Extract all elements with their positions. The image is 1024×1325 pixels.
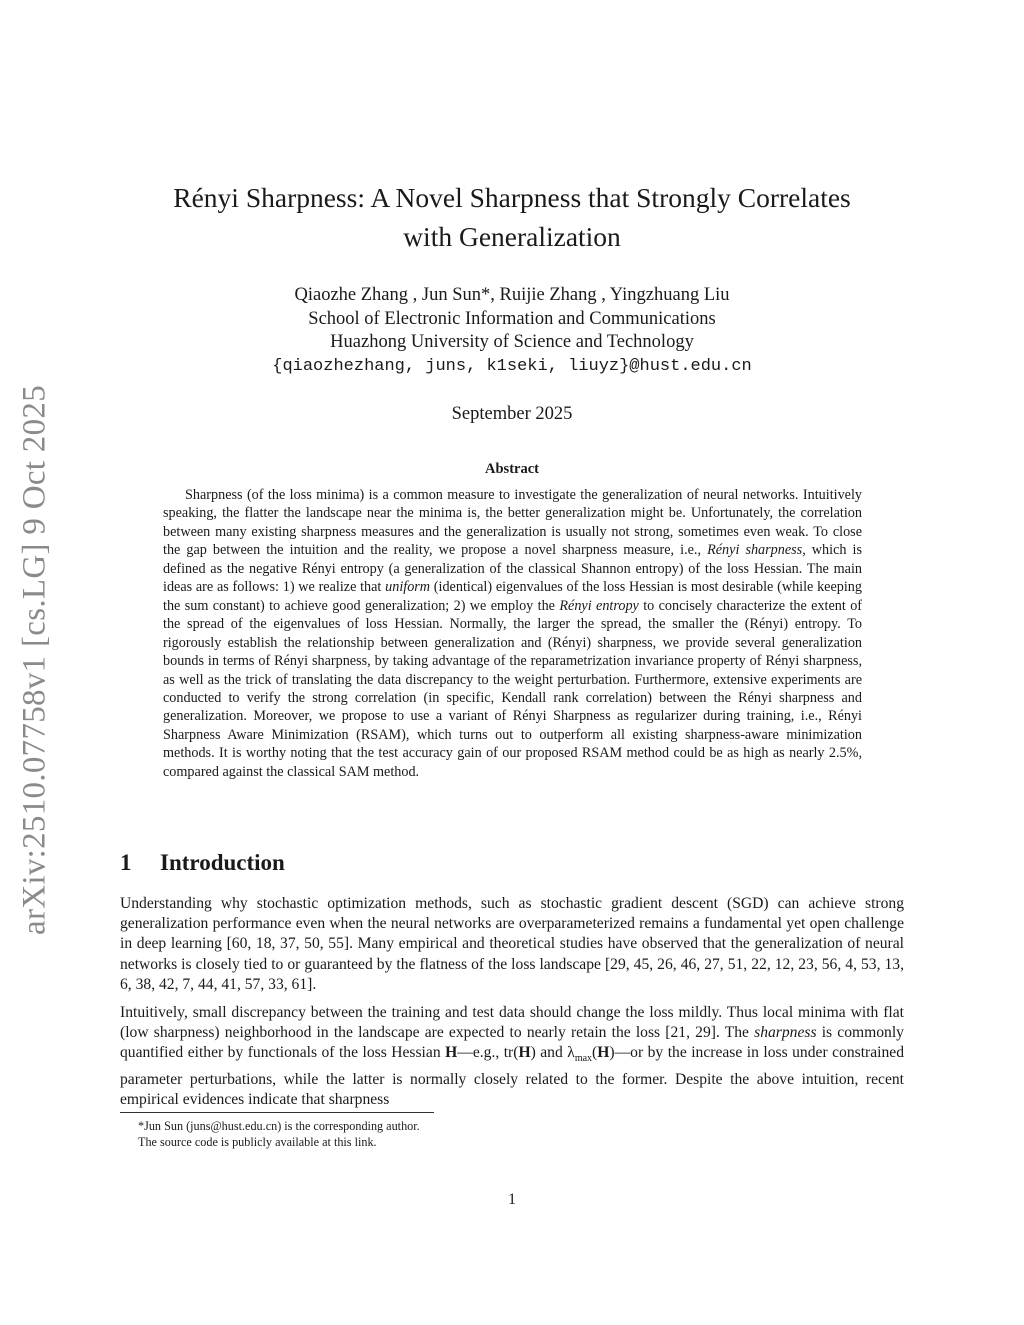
text-run: )—or by the increase in loss under constrained parameter perturbations, while the latter is normally closely related to the former. Despite the above intuition, recent empirical evidences indicate that sharpness bbox=[120, 1044, 904, 1108]
section-heading bbox=[120, 850, 285, 876]
affiliation-university: Huazhong University of Science and Technology bbox=[330, 332, 694, 352]
title-line-1: Rényi Sharpness: A Novel Sharpness that Strongly Correlates bbox=[173, 182, 851, 213]
hessian-symbol: H bbox=[518, 1044, 531, 1062]
abstract-emphasis: Rényi sharpness bbox=[707, 542, 803, 559]
affiliation-school: School of Electronic Information and Communications bbox=[308, 308, 716, 329]
text-run: ( bbox=[592, 1044, 598, 1062]
title-line-2: with Generalization bbox=[403, 221, 621, 252]
author-block bbox=[120, 284, 904, 378]
publication-date: September 2025 bbox=[451, 404, 573, 424]
abstract-emphasis: Rényi entropy bbox=[559, 597, 639, 614]
section-title: Introduction bbox=[160, 850, 285, 875]
text-run: —e.g., tr( bbox=[457, 1044, 519, 1062]
section-body bbox=[120, 894, 904, 1118]
text-run: Intuitively, small discrepancy between the training and test data should change the loss mildly. Thus local minima with flat (low sharpness) neighborhood in the landscape are expected to nearly retain the loss [21, 29]. The bbox=[120, 1004, 904, 1042]
abstract-emphasis: uniform bbox=[385, 579, 431, 596]
abstract-part: , which is defined as the negative Rényi entropy (a generalization of the classical Shannon entropy) of the loss Hessian. The main ideas are as follows: 1) we realize that bbox=[163, 542, 862, 596]
paper-title bbox=[100, 178, 924, 256]
section-number: 1 bbox=[120, 850, 132, 875]
abstract-part: (identical) eigenvalues of the loss Hessian is most desirable (while keeping the sum constant) to achieve good generalization; 2) we employ the bbox=[163, 579, 862, 614]
text-run: ) and λ bbox=[530, 1044, 575, 1062]
hessian-symbol: H bbox=[445, 1044, 458, 1062]
subscript: max bbox=[574, 1053, 593, 1065]
abstract-part: to concisely characterize the extent of the spread of the eigenvalues of loss Hessian. Normally, the larger the spread, the smaller the (Rényi) entropy. To rigorously establish the relationship between generalization and (Rényi) sharpness, we provide several generalization bounds in terms of Rényi sharpness, by taking advantage of the reparametrization invariance property of Rényi sharpness, as well as the trick of translating the data discrepancy to the weight perturbation. Furthermore, extensive experiments are conducted to verify the strong correlation (in specific, Kendall rank correlation) between the Rényi sharpness and generalization. Moreover, we propose to use a variant of Rényi Sharpness as regularizer during training, i.e., Rényi Sharpness Aware Minimization (RSAM), which turns out to outperform all existing sharpness-aware minimization methods. It is worthy noting that the test accuracy gain of our proposed RSAM method could be as high as nearly 2.5%, compared against the classical SAM method. bbox=[163, 597, 863, 780]
emphasis: sharpness bbox=[754, 1024, 817, 1042]
page-number: 1 bbox=[508, 1191, 516, 1208]
arxiv-sidebar bbox=[0, 380, 70, 940]
footnote-source-code: The source code is publicly available at this link. bbox=[138, 1135, 377, 1149]
abstract-part: Sharpness (of the loss minima) is a common measure to investigate the generalization of neural networks. Intuitively speaking, the flatter the landscape near the minima is, the better generalization might be. Unfortunately, the correlation between many existing sharpness measures and the generalization is usually not strong, sometimes even weak. To close the gap between the intuition and the reality, we propose a novel sharpness measure, i.e., bbox=[163, 487, 862, 559]
abstract-heading: Abstract bbox=[485, 461, 539, 477]
footnotes bbox=[120, 1118, 904, 1150]
author-list: Qiaozhe Zhang , Jun Sun*, Ruijie Zhang , Yingzhuang Liu bbox=[294, 285, 730, 305]
arxiv-identifier: arXiv:2510.07758v1 [cs.LG] 9 Oct 2025 bbox=[16, 384, 53, 936]
footnote-rule bbox=[120, 1112, 434, 1113]
paragraph: Understanding why stochastic optimization methods, such as stochastic gradient descent (SGD) can achieve strong generalization performance even when the neural networks are overparameterized remains a fundamental yet open challenge in deep learning [60, 18, 37, 50, 55]. Many empirical and theoretical studies have observed that the generalization of neural networks is closely tied to or guaranteed by the flatness of the loss landscape [29, 45, 26, 46, 27, 51, 22, 12, 23, 56, 4, 53, 13, 6, 38, 42, 7, 44, 41, 57, 33, 61]. bbox=[120, 895, 904, 993]
paragraph bbox=[120, 1003, 904, 1110]
hessian-symbol: H bbox=[597, 1044, 610, 1062]
abstract-text bbox=[163, 486, 862, 781]
author-emails: {qiaozhezhang, juns, k1seki, liuyz}@hust.edu.cn bbox=[272, 356, 752, 376]
footnote-corresponding-author: *Jun Sun (juns@hust.edu.cn) is the corresponding author. bbox=[138, 1119, 420, 1133]
text-run: is commonly quantified either by functionals of the loss Hessian bbox=[120, 1024, 904, 1062]
